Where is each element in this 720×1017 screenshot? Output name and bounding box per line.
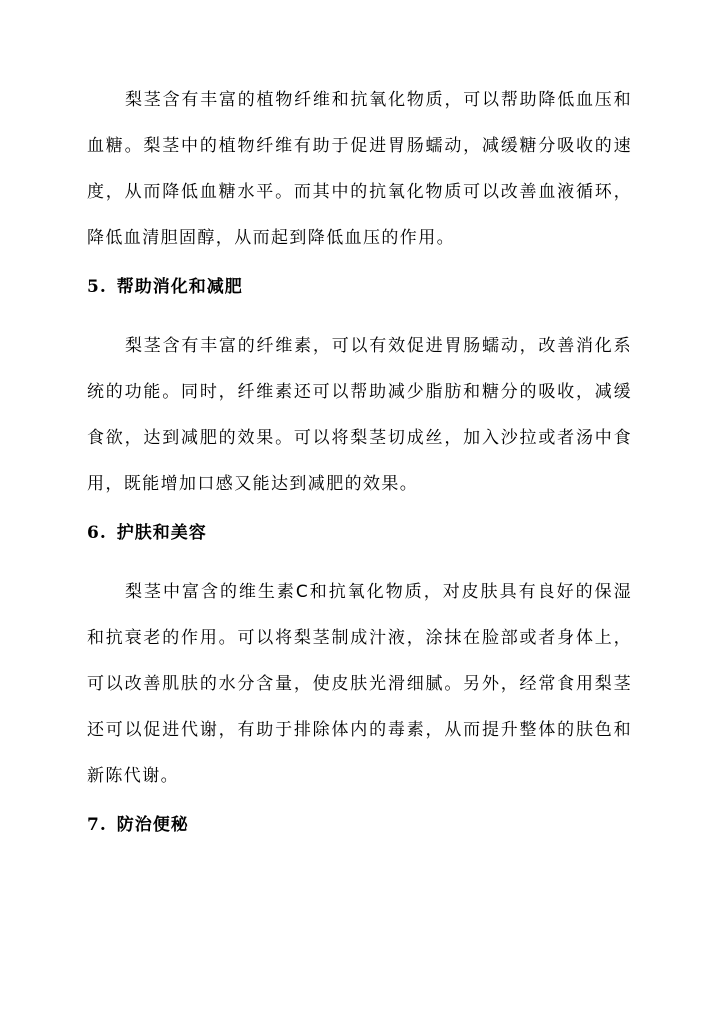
paragraph-digestion: 梨茎含有丰富的纤维素，可以有效促进胃肠蠕动，改善消化系统的功能。同时，纤维素还可以帮助减少脂肪和糖分的吸收，减缓食欲，达到减肥的效果。可以将梨茎切成丝，加入沙拉或者汤中食用，既能增加口感又能达到减肥的效果。 [87,336,632,494]
section-heading-7 [87,813,189,837]
section-title: 防治便秘 [116,815,189,835]
section-number: 5. [87,277,107,297]
section-title: 护肤和美容 [116,523,207,543]
paragraph-skin-care: 梨茎中富含的维生素C和抗氧化物质，对皮肤具有良好的保湿和抗衰老的作用。可以将梨茎制成汁液，涂抹在脸部或者身体上，可以改善肌肤的水分含量，使皮肤光滑细腻。另外，经常食用梨茎还可以促进代谢，有助于排除体内的毒素，从而提升整体的肤色和新陈代谢。 [87,582,632,786]
section-number: 6. [87,523,107,543]
section-title: 帮助消化和减肥 [116,277,243,297]
paragraph-blood-pressure: 梨茎含有丰富的植物纤维和抗氧化物质，可以帮助降低血压和血糖。梨茎中的植物纤维有助于促进胃肠蠕动，减缓糖分吸收的速度，从而降低血糖水平。而其中的抗氧化物质可以改善血液循环，降低血清胆固醇，从而起到降低血压的作用。 [87,90,632,248]
section-heading-6 [87,521,207,545]
section-heading-5 [87,275,243,299]
section-number: 7. [87,815,107,835]
